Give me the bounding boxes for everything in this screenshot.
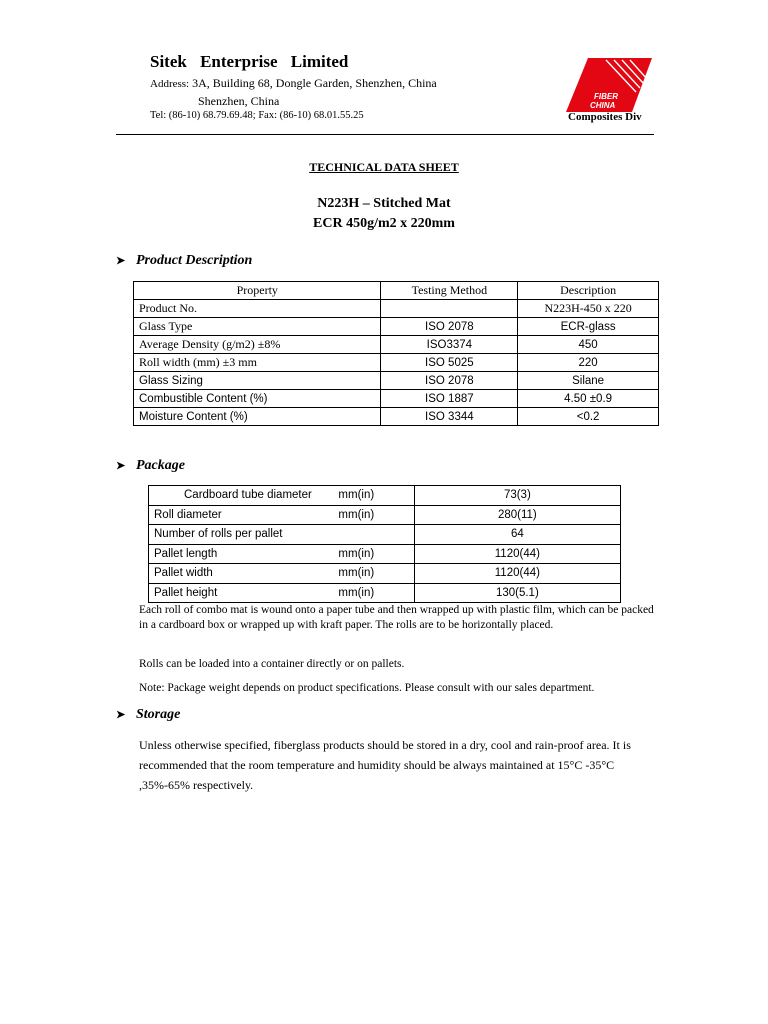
package-item-cell: Roll diameter (149, 505, 334, 525)
package-value-cell: 64 (414, 525, 620, 545)
method-cell: ISO 1887 (381, 390, 518, 408)
property-cell: Glass Sizing (134, 372, 381, 390)
package-unit-cell: mm(in) (333, 544, 414, 564)
table-header-row (134, 282, 659, 300)
description-cell: <0.2 (518, 408, 659, 426)
table-row (149, 583, 621, 603)
method-cell: ISO 5025 (381, 354, 518, 372)
package-item-cell: Pallet width (149, 564, 334, 584)
property-cell: Combustible Content (%) (134, 390, 381, 408)
method-cell: ISO 2078 (381, 372, 518, 390)
logo-text-china: CHINA (590, 101, 616, 110)
description-cell: 4.50 ±0.9 (518, 390, 659, 408)
property-cell: Roll width (mm) ±3 mm (134, 354, 381, 372)
package-unit-cell: mm(in) (333, 564, 414, 584)
description-cell: ECR-glass (518, 318, 659, 336)
description-cell: Silane (518, 372, 659, 390)
address-text: 3A, Building 68, Dongle Garden, Shenzhen, China (192, 76, 437, 90)
header-divider (116, 134, 654, 135)
table-row (134, 390, 659, 408)
arrow-bullet-icon: ➤ (116, 709, 126, 721)
table-row (149, 486, 621, 506)
description-cell: N223H-450 x 220 (518, 300, 659, 318)
package-value-cell: 1120(44) (414, 544, 620, 564)
column-header-property: Property (134, 282, 381, 300)
package-heading (116, 458, 185, 474)
address-line-1 (150, 76, 437, 91)
property-cell: Product No. (134, 300, 381, 318)
package-unit-cell: mm(in) (333, 583, 414, 603)
division-label: Composites Div (568, 111, 642, 123)
method-cell (381, 300, 518, 318)
method-cell: ISO3374 (381, 336, 518, 354)
table-row (149, 525, 621, 545)
package-unit-cell (333, 525, 414, 545)
address-label: Address: (150, 78, 190, 90)
package-item-cell: Cardboard tube diameter (149, 486, 334, 506)
arrow-bullet-icon: ➤ (116, 460, 126, 472)
table-row (134, 372, 659, 390)
package-paragraph-2: Rolls can be loaded into a container directly or on pallets. (139, 658, 405, 670)
table-row (134, 354, 659, 372)
table-row (149, 505, 621, 525)
document-title: TECHNICAL DATA SHEET (309, 160, 459, 174)
product-description-heading (116, 253, 252, 269)
product-description-heading-text: Product Description (136, 253, 253, 268)
property-cell: Average Density (g/m2) ±8% (134, 336, 381, 354)
storage-paragraph: Unless otherwise specified, fiberglass products should be stored in a dry, cool and rain-proof area. It is recommended that the room temperature and humidity should be always maintained at 15°C -35°C ,35%-65% respectively. (139, 738, 631, 792)
company-name: Sitek Enterprise Limited (150, 52, 349, 71)
package-item-cell: Number of rolls per pallet (149, 525, 334, 545)
method-cell: ISO 3344 (381, 408, 518, 426)
storage-heading (116, 707, 180, 723)
method-cell: ISO 2078 (381, 318, 518, 336)
package-unit-cell: mm(in) (333, 486, 414, 506)
package-value-cell: 130(5.1) (414, 583, 620, 603)
package-paragraph-1: Each roll of combo mat is wound onto a paper tube and then wrapped up with plastic film, which can be packed in a cardboard box or wrapped up with kraft paper. The rolls are to be horizontally placed. (139, 604, 654, 631)
column-header-description: Description (518, 282, 659, 300)
package-item-cell: Pallet length (149, 544, 334, 564)
package-note: Note: Package weight depends on product specifications. Please consult with our sales department. (139, 682, 595, 694)
table-row (134, 408, 659, 426)
package-unit-cell: mm(in) (333, 505, 414, 525)
table-row (134, 318, 659, 336)
package-table (148, 485, 621, 603)
table-row (134, 300, 659, 318)
table-row (149, 544, 621, 564)
storage-heading-text: Storage (136, 707, 181, 722)
property-cell: Moisture Content (%) (134, 408, 381, 426)
description-cell: 220 (518, 354, 659, 372)
contact-line: Tel: (86-10) 68.79.69.48; Fax: (86-10) 68.01.55.25 (150, 110, 364, 121)
product-name: N223H – Stitched Mat (317, 196, 451, 211)
column-header-testing-method: Testing Method (381, 282, 518, 300)
package-heading-text: Package (136, 458, 185, 473)
package-value-cell: 1120(44) (414, 564, 620, 584)
product-description-table (133, 281, 659, 426)
description-cell: 450 (518, 336, 659, 354)
table-row (149, 564, 621, 584)
table-row (134, 336, 659, 354)
package-value-cell: 280(11) (414, 505, 620, 525)
address-line-2: Shenzhen, China (198, 94, 280, 108)
package-value-cell: 73(3) (414, 486, 620, 506)
fiber-china-logo (566, 58, 654, 112)
package-item-cell: Pallet height (149, 583, 334, 603)
property-cell: Glass Type (134, 318, 381, 336)
logo-text-fiber: FIBER (594, 92, 618, 101)
product-spec: ECR 450g/m2 x 220mm (313, 216, 455, 231)
arrow-bullet-icon: ➤ (116, 255, 126, 267)
